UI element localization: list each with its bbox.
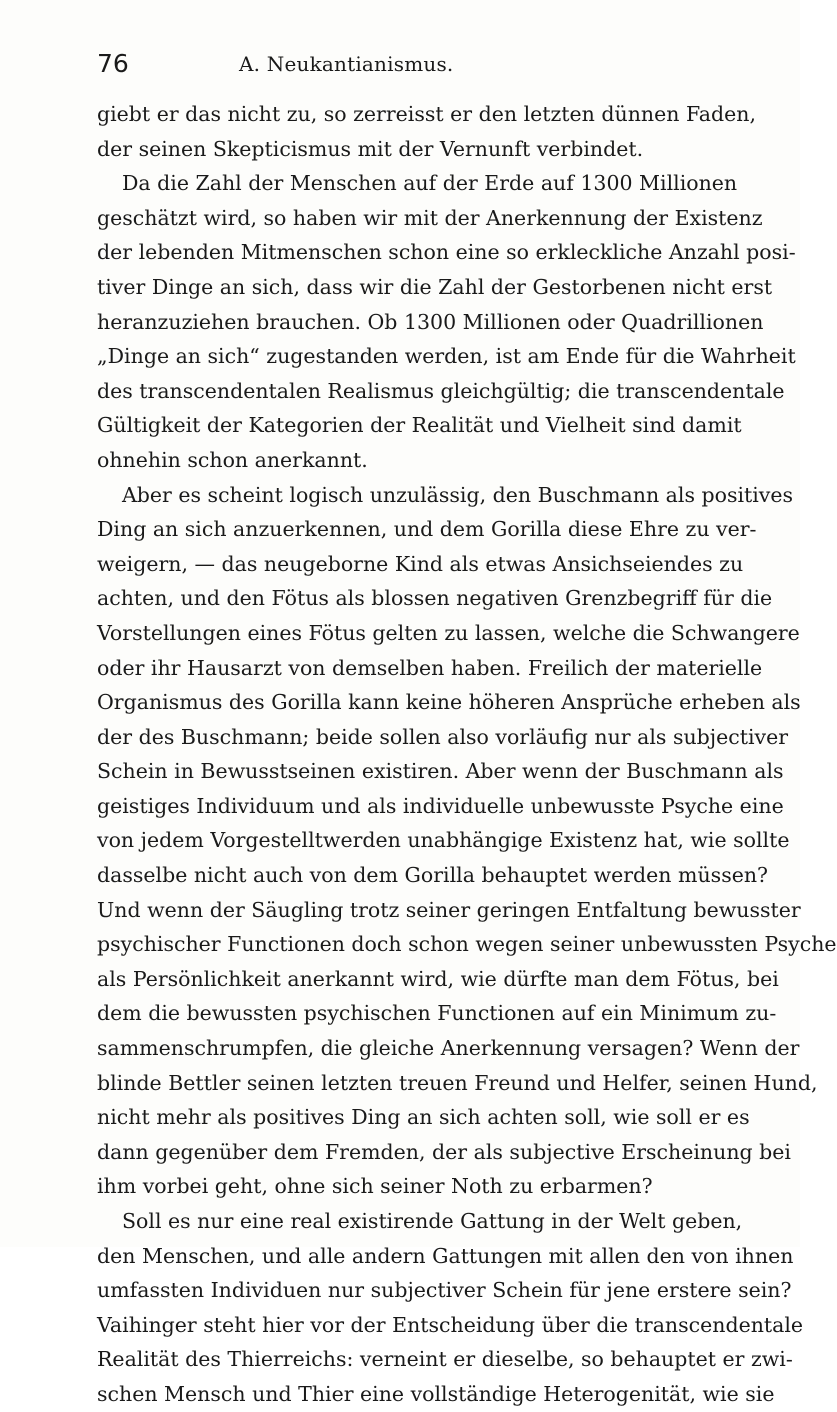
page-number: 76 [97, 49, 129, 78]
running-title: A. Neukantianismus. [239, 52, 454, 76]
text-line: heranzuziehen brauchen. Ob 1300 Millionen oder Quadrillionen [97, 309, 764, 334]
text-line: achten, und den Fötus als blossen negativen Grenzbegriff für die [97, 586, 773, 611]
text-line: geschätzt wird, so haben wir mit der Anerkennung der Existenz [97, 205, 763, 230]
text-line: schen Mensch und Thier eine vollständige Heterogenität, wie sie [97, 1381, 775, 1406]
running-header [97, 44, 735, 84]
text-line: Vorstellungen eines Fötus gelten zu lassen, welche die Schwangere [97, 620, 800, 645]
text-line: sammenschrumpfen, die gleiche Anerkennung versagen? Wenn der [97, 1036, 800, 1061]
text-line: Da die Zahl der Menschen auf der Erde auf 1300 Millionen [122, 171, 738, 196]
text-line: der seinen Skepticismus mit der Vernunft verbindet. [97, 136, 644, 161]
text-line: Soll es nur eine real existirende Gattung in der Welt geben, [122, 1209, 743, 1233]
text-line: Und wenn der Säugling trotz seiner geringen Entfaltung bewusster [97, 897, 801, 922]
text-line: tiver Dinge an sich, dass wir die Zahl der Gestorbenen nicht erst [97, 274, 773, 299]
text-line: als Persönlichkeit anerkannt wird, wie dürfte man dem Fötus, bei [97, 966, 779, 991]
text-line: der des Buschmann; beide sollen also vorläufig nur als subjectiver [97, 724, 789, 749]
text-line: Organismus des Gorilla kann keine höheren Ansprüche erheben als [97, 690, 801, 715]
text-line: nicht mehr als positives Ding an sich achten soll, wie soll er es [97, 1105, 750, 1130]
text-line: Vaihinger steht hier vor der Entscheidung über die transcendentale [97, 1312, 804, 1337]
text-line: blinde Bettler seinen letzten treuen Freund und Helfer, seinen Hund, [97, 1070, 818, 1095]
text-line: ihm vorbei geht, ohne sich seiner Noth zu erbarmen? [97, 1174, 653, 1199]
text-line: oder ihr Hausarzt von demselben haben. Freilich der materielle [97, 655, 763, 680]
body-text [97, 97, 837, 1412]
text-line: dasselbe nicht auch von dem Gorilla behauptet werden müssen? [97, 863, 769, 888]
text-line: dem die bewussten psychischen Functionen auf ein Minimum zu- [97, 1001, 777, 1026]
text-line: Aber es scheint logisch unzulässig, den Buschmann als positives [122, 482, 794, 507]
text-line: Ding an sich anzuerkennen, und dem Gorilla diese Ehre zu ver- [97, 517, 757, 542]
text-line: von jedem Vorgestelltwerden unabhängige Existenz hat, wie sollte [97, 828, 790, 853]
text-line: Realität des Thierreichs: verneint er dieselbe, so behauptet er zwi- [97, 1347, 793, 1372]
text-line: „Dinge an sich“ zugestanden werden, ist am Ende für die Wahrheit [97, 344, 796, 369]
text-line: weigern, — das neugeborne Kind als etwas Ansichseiendes zu [97, 551, 744, 576]
text-line: psychischer Functionen doch schon wegen seiner unbewussten Psyche [97, 932, 837, 957]
text-line: der lebenden Mitmenschen schon eine so erkleckliche Anzahl posi- [97, 240, 796, 265]
text-line: giebt er das nicht zu, so zerreisst er den letzten dünnen Faden, [97, 102, 756, 126]
text-line: Gültigkeit der Kategorien der Realität und Vielheit sind damit [97, 413, 742, 438]
text-line: dann gegenüber dem Fremden, der als subjective Erscheinung bei [97, 1139, 791, 1164]
text-line: ohnehin schon anerkannt. [97, 447, 368, 472]
text-line: umfassten Individuen nur subjectiver Schein für jene erstere sein? [97, 1278, 792, 1303]
text-line: geistiges Individuum und als individuelle unbewusste Psyche eine [97, 793, 784, 818]
text-line: den Menschen, und alle andern Gattungen mit allen den von ihnen [97, 1243, 794, 1268]
text-line: des transcendentalen Realismus gleichgültig; die transcendentale [97, 378, 785, 403]
text-line: Schein in Bewusstseinen existiren. Aber wenn der Buschmann als [97, 759, 784, 784]
